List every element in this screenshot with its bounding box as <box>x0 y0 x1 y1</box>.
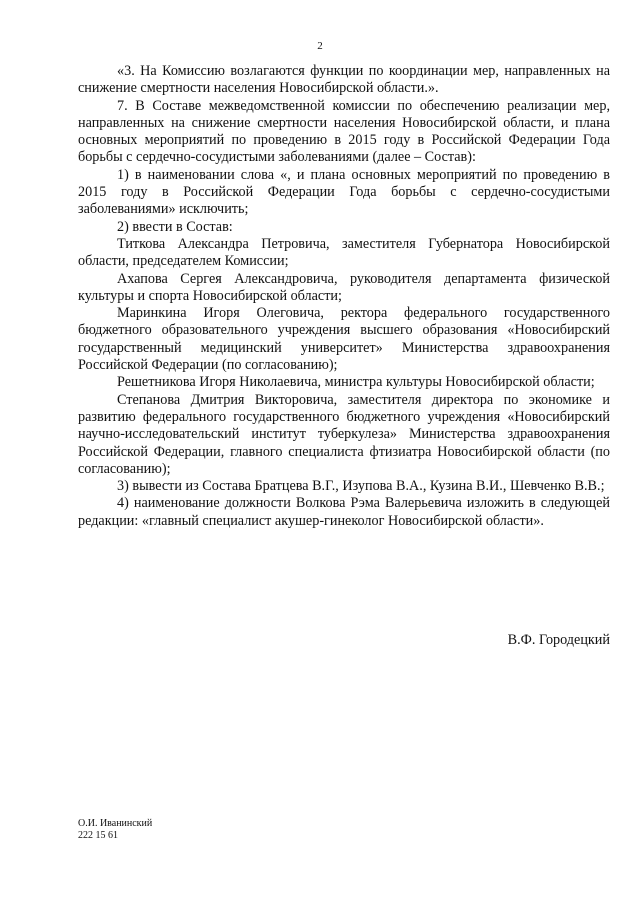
executor-block <box>78 818 152 842</box>
paragraph-subitem-3: 3) вывести из Состава Братцева В.Г., Изупова В.А., Кузина В.И., Шевченко В.В.; <box>117 478 605 495</box>
page-number: 2 <box>317 40 323 52</box>
signature: В.Ф. Городецкий <box>507 632 610 648</box>
paragraph-subitem-4: 4) наименование должности Волкова Рэма Валерьевича изложить в следующей редакции: «главный специалист акушер-гинеколог Новосибирской области». <box>78 495 610 529</box>
paragraph-subitem-1: 1) в наименовании слова «, и плана основных мероприятий по проведению в 2015 году в Российской Федерации Года борьбы с сердечно-сосудистыми заболеваниями» исключить; <box>78 166 610 218</box>
paragraph-member-reshetnikov: Решетникова Игоря Николаевича, министра культуры Новосибирской области; <box>117 374 595 391</box>
paragraph-member-stepanov: Степанова Дмитрия Викторовича, заместителя директора по экономике и развитию федерального государственного бюджетного учреждения «Новосибирский научно-исследовательский институт туберкулеза» Министерства здравоохранения Российской Федерации, главного специалиста фтизиатра Новосибирской области (по согласованию); <box>78 391 610 477</box>
paragraph-commission-functions: «3. На Комиссию возлагаются функции по координации мер, направленных на снижение смертности населения Новосибирской области.». <box>78 63 610 97</box>
paragraph-member-titkov: Титкова Александра Петровича, заместителя Губернатора Новосибирской области, председателем Комиссии; <box>78 235 610 270</box>
document-body <box>78 63 610 530</box>
paragraph-member-akhapov: Ахапова Сергея Александровича, руководителя департамента физической культуры и спорта Новосибирской области; <box>78 270 610 304</box>
executor-phone: 222 15 61 <box>78 830 118 841</box>
paragraph-item-7: 7. В Составе межведомственной комиссии по обеспечению реализации мер, направленных на снижение смертности населения Новосибирской области, и плана основных мероприятий по проведению в 2015 году в Российской Федерации Года борьбы с сердечно-сосудистыми заболеваниями (далее – Состав): <box>78 97 610 166</box>
paragraph-subitem-2: 2) ввести в Состав: <box>117 218 233 235</box>
executor-name: О.И. Иванинский <box>78 818 153 829</box>
paragraph-member-marinkin: Маринкина Игоря Олеговича, ректора федерального государственного бюджетного образовательного учреждения высшего образования «Новосибирский государственный медицинский университет» Министерства здравоохранения Российской Федерации (по согласованию); <box>78 305 610 374</box>
